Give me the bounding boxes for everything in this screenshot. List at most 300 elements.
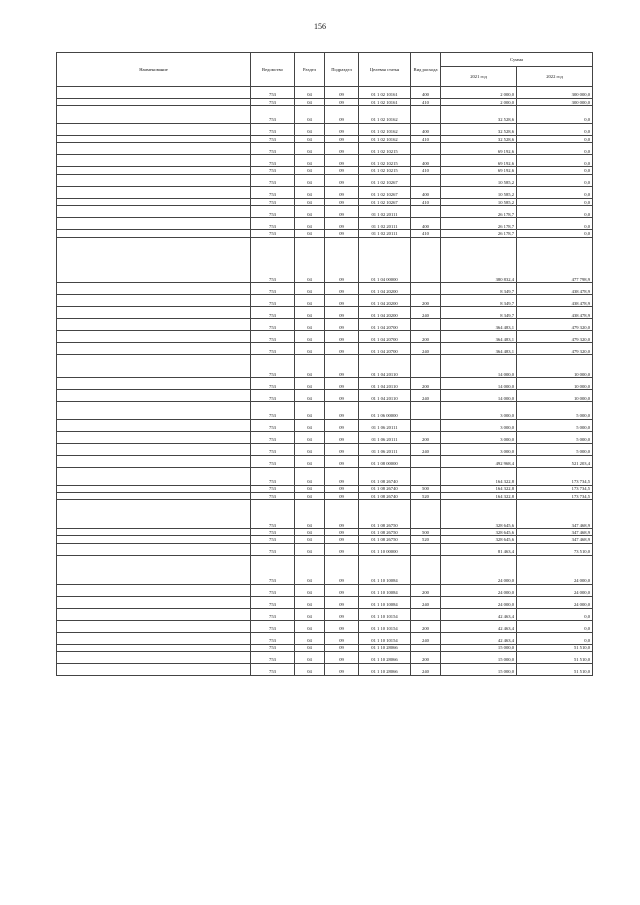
header-section: Раздел (295, 53, 325, 87)
row-sum-2022: 438 478,9 (517, 295, 593, 307)
row-department: 753 (251, 355, 295, 378)
row-subsection: 09 (325, 620, 359, 632)
row-subsection: 09 (325, 536, 359, 543)
row-name (57, 106, 251, 124)
row-section: 04 (295, 135, 325, 142)
row-expense-type (411, 206, 441, 218)
row-sum-2022: 347 468,9 (517, 500, 593, 529)
row-subsection: 09 (325, 632, 359, 644)
row-subsection: 09 (325, 492, 359, 499)
row-department: 753 (251, 467, 295, 485)
row-sum-2021: 10 585,2 (441, 174, 517, 186)
row-sum-2022: 0,0 (517, 620, 593, 632)
row-sum-2021: 69 192,6 (441, 155, 517, 167)
row-subsection: 09 (325, 419, 359, 431)
row-sum-2022: 347 468,9 (517, 529, 593, 536)
table-row (57, 378, 593, 390)
table-row (57, 198, 593, 205)
row-expense-type: 400 (411, 186, 441, 198)
row-sum-2021: 15 000,0 (441, 652, 517, 664)
row-sum-2022: 521 203,4 (517, 455, 593, 467)
row-sum-2021: 42 463,4 (441, 620, 517, 632)
row-subsection: 09 (325, 307, 359, 319)
header-year-2021: 2021 год (441, 67, 517, 87)
row-section: 04 (295, 644, 325, 651)
row-sum-2022: 51 510,0 (517, 652, 593, 664)
table-row (57, 206, 593, 218)
row-section: 04 (295, 390, 325, 402)
row-sum-2021: 10 585,2 (441, 198, 517, 205)
row-target-article: 01 1 06 20111 (359, 431, 411, 443)
row-section: 04 (295, 283, 325, 295)
row-subsection: 09 (325, 644, 359, 651)
row-section: 04 (295, 230, 325, 237)
row-expense-type (411, 555, 441, 584)
row-target-article: 01 1 08 26740 (359, 492, 411, 499)
row-expense-type (411, 143, 441, 155)
row-name (57, 331, 251, 343)
table-row (57, 135, 593, 142)
row-name (57, 174, 251, 186)
header-name: Наименование (57, 53, 251, 87)
row-department: 753 (251, 106, 295, 124)
row-target-article: 01 1 10 10084 (359, 584, 411, 596)
row-department: 753 (251, 492, 295, 499)
row-section: 04 (295, 155, 325, 167)
row-department: 753 (251, 331, 295, 343)
row-sum-2021: 69 192,6 (441, 167, 517, 174)
row-sum-2021: 24 000,0 (441, 584, 517, 596)
row-subsection: 09 (325, 608, 359, 620)
row-sum-2021: 24 000,0 (441, 596, 517, 608)
table-row (57, 343, 593, 355)
row-expense-type: 410 (411, 135, 441, 142)
row-subsection: 09 (325, 198, 359, 205)
row-name (57, 443, 251, 455)
row-sum-2022: 0,0 (517, 206, 593, 218)
row-name (57, 87, 251, 99)
table-row (57, 632, 593, 644)
row-department: 753 (251, 87, 295, 99)
row-expense-type: 500 (411, 485, 441, 492)
row-sum-2022: 300 000,0 (517, 87, 593, 99)
row-department: 753 (251, 644, 295, 651)
row-sum-2021: 8 349,7 (441, 295, 517, 307)
row-department: 753 (251, 664, 295, 676)
row-target-article: 01 1 10 28066 (359, 644, 411, 651)
row-section: 04 (295, 543, 325, 555)
row-subsection: 09 (325, 355, 359, 378)
table-row (57, 644, 593, 651)
row-subsection: 09 (325, 106, 359, 124)
row-sum-2022: 477 798,9 (517, 237, 593, 283)
row-department: 753 (251, 186, 295, 198)
row-sum-2022: 0,0 (517, 123, 593, 135)
header-target-article: Целевая статья (359, 53, 411, 87)
row-target-article: 01 1 08 26750 (359, 536, 411, 543)
row-name (57, 431, 251, 443)
row-sum-2021: 364 483,1 (441, 331, 517, 343)
row-name (57, 536, 251, 543)
row-subsection: 09 (325, 402, 359, 420)
row-target-article: 01 1 08 26750 (359, 500, 411, 529)
row-sum-2022: 10 000,0 (517, 390, 593, 402)
row-expense-type: 240 (411, 443, 441, 455)
row-target-article: 01 1 10 28066 (359, 652, 411, 664)
row-department: 753 (251, 319, 295, 331)
row-section: 04 (295, 419, 325, 431)
row-name (57, 467, 251, 485)
row-name (57, 492, 251, 499)
row-department: 753 (251, 99, 295, 106)
row-expense-type (411, 500, 441, 529)
row-sum-2021: 3 000,0 (441, 443, 517, 455)
page-number: 156 (314, 22, 326, 31)
row-expense-type (411, 402, 441, 420)
table-row (57, 283, 593, 295)
row-sum-2021: 164 322,8 (441, 485, 517, 492)
row-name (57, 555, 251, 584)
row-sum-2021: 42 463,4 (441, 632, 517, 644)
row-expense-type: 240 (411, 307, 441, 319)
table-row (57, 218, 593, 230)
row-sum-2021: 26 178,7 (441, 218, 517, 230)
row-sum-2021: 32 528,6 (441, 135, 517, 142)
row-subsection: 09 (325, 543, 359, 555)
row-sum-2021: 10 585,2 (441, 186, 517, 198)
row-expense-type: 520 (411, 492, 441, 499)
row-sum-2021: 364 483,1 (441, 343, 517, 355)
row-department: 753 (251, 230, 295, 237)
row-section: 04 (295, 237, 325, 283)
row-sum-2021: 2 000,0 (441, 87, 517, 99)
row-target-article: 01 1 02 10162 (359, 106, 411, 124)
row-sum-2021: 3 000,0 (441, 431, 517, 443)
row-expense-type: 400 (411, 155, 441, 167)
row-department: 753 (251, 218, 295, 230)
row-expense-type: 500 (411, 529, 441, 536)
table-row (57, 455, 593, 467)
row-name (57, 123, 251, 135)
row-department: 753 (251, 555, 295, 584)
row-name (57, 455, 251, 467)
row-target-article: 01 1 02 10215 (359, 155, 411, 167)
row-subsection: 09 (325, 87, 359, 99)
row-target-article: 01 1 06 00000 (359, 402, 411, 420)
row-expense-type (411, 644, 441, 651)
row-section: 04 (295, 99, 325, 106)
row-department: 753 (251, 543, 295, 555)
table-row (57, 174, 593, 186)
row-expense-type: 200 (411, 378, 441, 390)
row-sum-2021: 3 000,0 (441, 402, 517, 420)
row-subsection: 09 (325, 500, 359, 529)
row-expense-type: 200 (411, 652, 441, 664)
row-name (57, 419, 251, 431)
row-subsection: 09 (325, 174, 359, 186)
row-name (57, 198, 251, 205)
row-expense-type: 410 (411, 99, 441, 106)
row-name (57, 390, 251, 402)
row-target-article: 01 1 04 20700 (359, 343, 411, 355)
row-name (57, 99, 251, 106)
row-name (57, 307, 251, 319)
table-row (57, 529, 593, 536)
row-target-article: 01 1 04 20700 (359, 331, 411, 343)
row-sum-2021: 69 192,6 (441, 143, 517, 155)
row-subsection: 09 (325, 529, 359, 536)
row-subsection: 09 (325, 230, 359, 237)
row-expense-type: 400 (411, 218, 441, 230)
row-name (57, 500, 251, 529)
row-sum-2022: 173 734,5 (517, 485, 593, 492)
row-target-article: 01 1 04 20200 (359, 295, 411, 307)
row-sum-2022: 5 000,0 (517, 402, 593, 420)
row-name (57, 319, 251, 331)
row-target-article: 01 1 10 10154 (359, 620, 411, 632)
row-sum-2022: 479 320,0 (517, 331, 593, 343)
row-expense-type: 200 (411, 295, 441, 307)
row-section: 04 (295, 106, 325, 124)
header-expense-type: Вид расхода (411, 53, 441, 87)
row-expense-type: 240 (411, 390, 441, 402)
row-name (57, 632, 251, 644)
row-section: 04 (295, 664, 325, 676)
row-section: 04 (295, 307, 325, 319)
row-subsection: 09 (325, 443, 359, 455)
row-sum-2022: 0,0 (517, 106, 593, 124)
row-sum-2022: 0,0 (517, 174, 593, 186)
row-sum-2022: 0,0 (517, 135, 593, 142)
table-row (57, 596, 593, 608)
table-row (57, 419, 593, 431)
table-row (57, 155, 593, 167)
row-department: 753 (251, 620, 295, 632)
row-subsection: 09 (325, 390, 359, 402)
row-sum-2022: 51 510,0 (517, 664, 593, 676)
row-department: 753 (251, 198, 295, 205)
row-section: 04 (295, 123, 325, 135)
table-row (57, 536, 593, 543)
row-department: 753 (251, 536, 295, 543)
row-subsection: 09 (325, 123, 359, 135)
row-section: 04 (295, 596, 325, 608)
row-name (57, 652, 251, 664)
row-expense-type (411, 174, 441, 186)
row-department: 753 (251, 237, 295, 283)
table-row (57, 608, 593, 620)
row-sum-2022: 0,0 (517, 198, 593, 205)
row-name (57, 167, 251, 174)
row-subsection: 09 (325, 167, 359, 174)
row-sum-2022: 347 468,9 (517, 536, 593, 543)
row-sum-2022: 173 734,5 (517, 492, 593, 499)
row-name (57, 402, 251, 420)
row-target-article: 01 1 04 20110 (359, 355, 411, 378)
row-target-article: 01 1 02 20111 (359, 218, 411, 230)
row-sum-2021: 364 483,1 (441, 319, 517, 331)
header-department: Ведомство (251, 53, 295, 87)
row-subsection: 09 (325, 431, 359, 443)
row-subsection: 09 (325, 237, 359, 283)
row-sum-2022: 24 000,0 (517, 555, 593, 584)
row-sum-2021: 26 178,7 (441, 230, 517, 237)
row-department: 753 (251, 378, 295, 390)
row-name (57, 283, 251, 295)
row-department: 753 (251, 485, 295, 492)
row-sum-2021: 380 832,4 (441, 237, 517, 283)
row-subsection: 09 (325, 584, 359, 596)
row-name (57, 230, 251, 237)
row-section: 04 (295, 218, 325, 230)
row-section: 04 (295, 492, 325, 499)
row-sum-2022: 5 000,0 (517, 419, 593, 431)
row-section: 04 (295, 620, 325, 632)
row-section: 04 (295, 529, 325, 536)
row-sum-2022: 438 478,9 (517, 283, 593, 295)
table-row (57, 390, 593, 402)
row-target-article: 01 1 02 10267 (359, 174, 411, 186)
table-row (57, 230, 593, 237)
row-name (57, 135, 251, 142)
header-year-2022: 2022 год (517, 67, 593, 87)
row-expense-type: 240 (411, 632, 441, 644)
row-name (57, 378, 251, 390)
row-expense-type: 240 (411, 664, 441, 676)
row-expense-type: 200 (411, 431, 441, 443)
row-section: 04 (295, 431, 325, 443)
row-department: 753 (251, 652, 295, 664)
row-department: 753 (251, 529, 295, 536)
row-name (57, 584, 251, 596)
table-row (57, 87, 593, 99)
row-section: 04 (295, 198, 325, 205)
row-name (57, 355, 251, 378)
row-name (57, 485, 251, 492)
row-sum-2021: 81 463,4 (441, 543, 517, 555)
row-target-article: 01 1 02 20111 (359, 230, 411, 237)
row-section: 04 (295, 331, 325, 343)
table-row (57, 123, 593, 135)
row-department: 753 (251, 167, 295, 174)
row-expense-type (411, 467, 441, 485)
row-name (57, 218, 251, 230)
row-department: 753 (251, 419, 295, 431)
row-section: 04 (295, 186, 325, 198)
row-expense-type: 200 (411, 331, 441, 343)
row-target-article: 01 1 02 10161 (359, 87, 411, 99)
row-sum-2022: 479 320,0 (517, 343, 593, 355)
row-target-article: 01 1 04 20700 (359, 319, 411, 331)
row-name (57, 608, 251, 620)
row-name (57, 295, 251, 307)
row-subsection: 09 (325, 295, 359, 307)
row-target-article: 01 1 06 20111 (359, 419, 411, 431)
row-sum-2021: 8 349,7 (441, 307, 517, 319)
table-row (57, 443, 593, 455)
row-sum-2022: 24 000,0 (517, 584, 593, 596)
row-sum-2021: 492 968,4 (441, 455, 517, 467)
row-section: 04 (295, 143, 325, 155)
row-target-article: 01 1 08 00000 (359, 455, 411, 467)
row-sum-2021: 8 349,7 (441, 283, 517, 295)
row-section: 04 (295, 355, 325, 378)
row-expense-type (411, 319, 441, 331)
row-department: 753 (251, 500, 295, 529)
row-subsection: 09 (325, 467, 359, 485)
row-department: 753 (251, 123, 295, 135)
row-expense-type: 200 (411, 620, 441, 632)
row-subsection: 09 (325, 206, 359, 218)
row-sum-2021: 164 322,8 (441, 492, 517, 499)
row-subsection: 09 (325, 485, 359, 492)
row-subsection: 09 (325, 155, 359, 167)
row-expense-type (411, 355, 441, 378)
row-department: 753 (251, 307, 295, 319)
row-target-article: 01 1 10 28066 (359, 664, 411, 676)
row-target-article: 01 1 10 00000 (359, 543, 411, 555)
row-name (57, 186, 251, 198)
row-target-article: 01 1 10 10084 (359, 555, 411, 584)
table-row (57, 99, 593, 106)
table-row (57, 543, 593, 555)
row-sum-2022: 10 000,0 (517, 355, 593, 378)
row-department: 753 (251, 206, 295, 218)
table-row (57, 555, 593, 584)
row-department: 753 (251, 295, 295, 307)
table-row (57, 402, 593, 420)
row-sum-2021: 3 000,0 (441, 419, 517, 431)
row-section: 04 (295, 343, 325, 355)
row-subsection: 09 (325, 319, 359, 331)
table-row (57, 237, 593, 283)
row-sum-2022: 51 510,0 (517, 644, 593, 651)
row-department: 753 (251, 135, 295, 142)
row-sum-2021: 14 000,0 (441, 378, 517, 390)
row-sum-2022: 0,0 (517, 608, 593, 620)
row-target-article: 01 1 10 10084 (359, 596, 411, 608)
row-name (57, 237, 251, 283)
row-subsection: 09 (325, 652, 359, 664)
row-sum-2021: 328 645,6 (441, 536, 517, 543)
row-sum-2021: 32 528,6 (441, 106, 517, 124)
row-department: 753 (251, 632, 295, 644)
row-department: 753 (251, 584, 295, 596)
row-department: 753 (251, 174, 295, 186)
table-row (57, 143, 593, 155)
row-target-article: 01 1 02 10162 (359, 135, 411, 142)
row-expense-type (411, 419, 441, 431)
row-department: 753 (251, 596, 295, 608)
table-row (57, 664, 593, 676)
row-target-article: 01 1 04 20200 (359, 283, 411, 295)
row-sum-2021: 24 000,0 (441, 555, 517, 584)
row-sum-2022: 0,0 (517, 632, 593, 644)
row-section: 04 (295, 500, 325, 529)
row-target-article: 01 1 04 00000 (359, 237, 411, 283)
row-sum-2021: 42 463,4 (441, 608, 517, 620)
row-section: 04 (295, 455, 325, 467)
row-expense-type: 400 (411, 87, 441, 99)
row-sum-2022: 0,0 (517, 186, 593, 198)
row-name (57, 620, 251, 632)
row-subsection: 09 (325, 186, 359, 198)
row-name (57, 343, 251, 355)
row-sum-2022: 0,0 (517, 218, 593, 230)
row-section: 04 (295, 536, 325, 543)
row-name (57, 206, 251, 218)
row-section: 04 (295, 206, 325, 218)
